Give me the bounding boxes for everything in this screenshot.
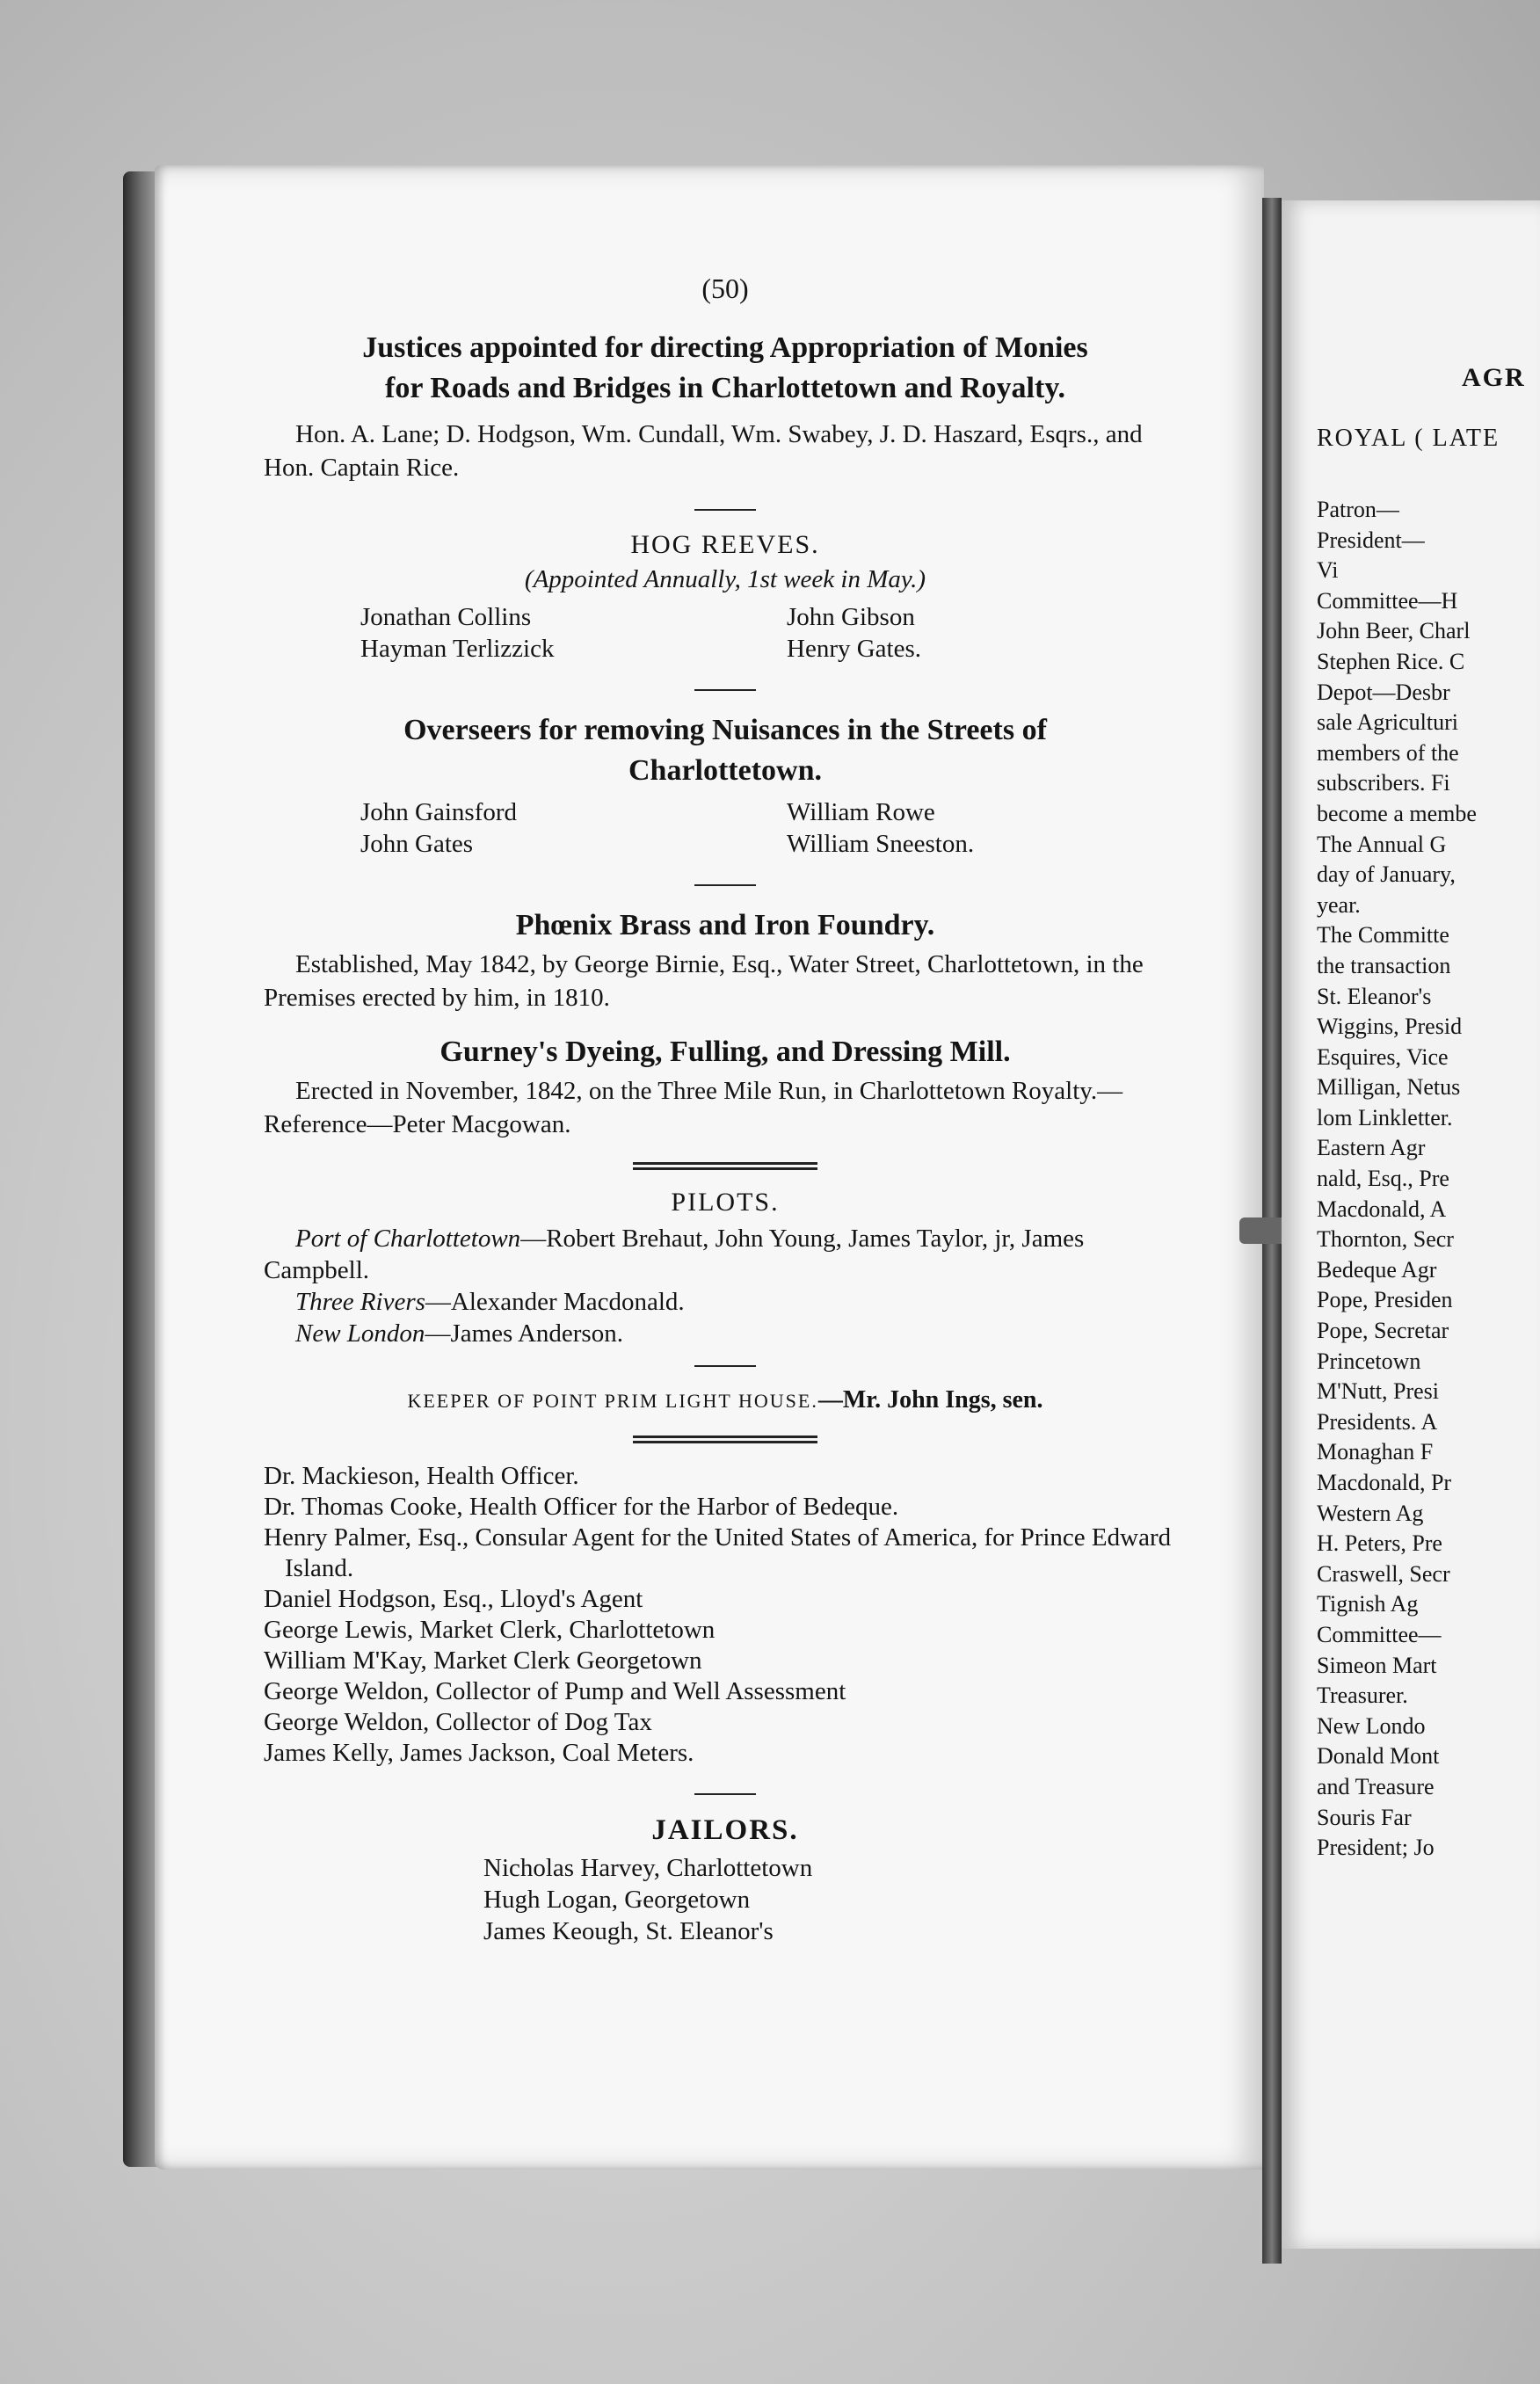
right-page-line: President— [1317, 527, 1425, 553]
justices-names: Hon. A. Lane; D. Hodgson, Wm. Cundall, Wm. Swabey, J. D. Haszard, Esqrs., and Hon. Captain Rice. [264, 420, 1143, 482]
pilot-place: Port of Charlottetown [295, 1225, 521, 1253]
officer-entry: William M'Kay, Market Clerk Georgetown [264, 1646, 702, 1675]
right-page-line: sale Agriculturi [1317, 709, 1459, 736]
right-page-line: The Committe [1317, 922, 1449, 949]
jailors-section [264, 1814, 1187, 1947]
right-page-line: Monaghan F [1317, 1439, 1434, 1465]
overseer-name: John Gainsford [360, 798, 518, 826]
right-page-line: Wiggins, Presid [1317, 1014, 1463, 1040]
justices-section [264, 328, 1187, 484]
right-page-line: lom Linkletter. [1317, 1104, 1453, 1130]
right-page-line: subscribers. Fi [1317, 770, 1450, 796]
right-page-line: the transaction [1317, 952, 1451, 978]
hog-reeve-name: Jonathan Collins [360, 603, 532, 631]
officer-entry: Henry Palmer, Esq., Consular Agent for the United States of America, for Prince Edward Island. [264, 1523, 1172, 1582]
right-page-line: Souris Far [1317, 1804, 1412, 1830]
jailor-name: Nicholas Harvey, Charlottetown [483, 1854, 813, 1882]
jailors-title: JAILORS. [651, 1814, 799, 1846]
right-page-line: Thornton, Secr [1317, 1226, 1454, 1253]
lighthouse-keeper-name: —Mr. John Ings, sen. [817, 1386, 1043, 1414]
pilots-title: PILOTS. [671, 1188, 780, 1217]
overseer-name: William Rowe [787, 798, 935, 826]
overseer-name: John Gates [360, 830, 474, 858]
right-page-line: Pope, Presiden [1317, 1287, 1453, 1313]
right-page-line: Treasurer. [1317, 1683, 1408, 1709]
officers-list [264, 1461, 1187, 1769]
right-page-line: Donald Mont [1317, 1743, 1440, 1770]
page-number: (50) [701, 273, 749, 304]
right-page-line: Milligan, Netus [1317, 1074, 1461, 1101]
gurney-text: Erected in November, 1842, on the Three Mile Run, in Charlottetown Royalty.—Reference—Peter Macgowan. [264, 1077, 1123, 1138]
gurney-heading: Gurney's Dyeing, Fulling, and Dressing Mill. [439, 1036, 1011, 1068]
section-divider [694, 689, 756, 691]
hog-reeves-section [264, 530, 1187, 665]
overseers-heading-line2: Charlottetown. [628, 754, 823, 787]
lighthouse-keeper [264, 1386, 1187, 1414]
hog-reeve-name: Henry Gates. [787, 635, 922, 663]
right-page-line: Tignish Ag [1317, 1591, 1419, 1617]
right-page-line: Pope, Secretar [1317, 1318, 1449, 1344]
right-page-line: Esquires, Vice [1317, 1043, 1449, 1070]
right-page-line: M'Nutt, Presi [1317, 1378, 1440, 1405]
officer-entry: George Weldon, Collector of Pump and Well Assessment [264, 1677, 846, 1705]
right-page-line: members of the [1317, 739, 1459, 766]
overseers-names [264, 796, 1187, 860]
jailor-name: Hugh Logan, Georgetown [483, 1886, 751, 1914]
section-divider [694, 509, 756, 511]
pilot-entry [264, 1318, 1187, 1349]
right-page-line: nald, Esq., Pre [1317, 1166, 1449, 1192]
section-divider [694, 884, 756, 886]
right-page-line: Eastern Agr [1317, 1135, 1426, 1161]
right-page-line: Depot—Desbr [1317, 679, 1450, 705]
hog-reeve-name: Hayman Terlizzick [360, 635, 555, 663]
pilot-entry [264, 1286, 1187, 1318]
right-page-line: Princetown [1317, 1348, 1421, 1374]
right-page-line: Macdonald, A [1317, 1196, 1447, 1222]
right-page-line: Simeon Mart [1317, 1652, 1437, 1678]
right-page-line: and Treasure [1317, 1773, 1435, 1799]
double-divider [633, 1162, 817, 1170]
pilot-entry [264, 1223, 1187, 1286]
jailors-list [264, 1852, 1187, 1947]
right-page-subheading: ROYAL ( LATE [1317, 425, 1500, 452]
section-divider [694, 1365, 756, 1367]
overseers-section [264, 710, 1187, 860]
justices-heading-line2: for Roads and Bridges in Charlottetown and Royalty. [385, 372, 1065, 404]
right-page-line: The Annual G [1317, 831, 1447, 857]
phoenix-section [264, 905, 1187, 1014]
right-page-line: Committee— [1317, 1621, 1442, 1647]
hog-reeves-subtitle: (Appointed Annually, 1st week in May.) [524, 565, 926, 593]
officer-entry: Dr. Mackieson, Health Officer. [264, 1462, 579, 1490]
right-page [1282, 200, 1540, 2249]
lighthouse-keeper-label: KEEPER OF POINT PRIM LIGHT HOUSE. [407, 1390, 818, 1412]
right-page-line: Macdonald, Pr [1317, 1470, 1452, 1495]
right-page-line: President; Jo [1317, 1835, 1435, 1861]
right-page-line: Western Ag [1317, 1500, 1424, 1526]
right-page-line: Vi [1317, 557, 1339, 584]
jailor-name: James Keough, St. Eleanor's [483, 1917, 774, 1945]
pilot-place: Three Rivers [295, 1288, 425, 1316]
pilot-names: —Alexander Macdonald. [425, 1288, 685, 1316]
right-page-line: year. [1317, 891, 1361, 918]
right-page-line: Committee—H [1317, 587, 1458, 614]
pilot-names: —Robert Brehaut, John Young, James Taylor, jr, James Campbell. [264, 1225, 1085, 1284]
officer-entry: George Lewis, Market Clerk, Charlottetown [264, 1616, 716, 1644]
right-page-line: New Londo [1317, 1712, 1426, 1739]
officer-entry: James Kelly, James Jackson, Coal Meters. [264, 1739, 694, 1767]
page-content [264, 273, 1187, 1947]
hog-reeve-name: John Gibson [787, 603, 915, 631]
pilot-names: —James Anderson. [425, 1319, 623, 1348]
right-page-line: Patron— [1317, 497, 1399, 522]
double-divider [633, 1435, 817, 1443]
justices-heading-line1: Justices appointed for directing Appropriation of Monies [362, 331, 1088, 364]
officer-entry: Dr. Thomas Cooke, Health Officer for the Harbor of Bedeque. [264, 1493, 899, 1521]
right-page-line: Stephen Rice. C [1317, 648, 1465, 674]
right-page-line: day of January, [1317, 861, 1456, 888]
right-page-heading: AGR [1462, 363, 1526, 392]
right-page-line: St. Eleanor's [1317, 983, 1432, 1009]
overseers-heading-line1: Overseers for removing Nuisances in the Streets of [403, 714, 1047, 746]
right-page-line: Presidents. A [1317, 1408, 1438, 1435]
overseer-name: William Sneeston. [787, 830, 975, 858]
right-page-line: become a membe [1317, 800, 1477, 826]
officer-entry: George Weldon, Collector of Dog Tax [264, 1708, 652, 1736]
right-page-line: H. Peters, Pre [1317, 1530, 1442, 1557]
officer-entry: Daniel Hodgson, Esq., Lloyd's Agent [264, 1585, 643, 1613]
hog-reeves-title: HOG REEVES. [630, 530, 820, 559]
phoenix-heading: Phœnix Brass and Iron Foundry. [515, 909, 935, 941]
right-page-lines [1317, 495, 1477, 1864]
phoenix-text: Established, May 1842, by George Birnie, Esq., Water Street, Charlottetown, in the Premises erected by him, in 1810. [264, 950, 1144, 1012]
right-page-line: John Beer, Charl [1317, 618, 1471, 644]
hog-reeves-names [264, 601, 1187, 665]
pilot-place: New London [295, 1319, 425, 1348]
right-page-line: Craswell, Secr [1317, 1560, 1450, 1587]
section-divider [694, 1793, 756, 1795]
gurney-section [264, 1032, 1187, 1141]
right-page-line: Bedeque Agr [1317, 1256, 1437, 1283]
pilots-section [264, 1188, 1187, 1349]
